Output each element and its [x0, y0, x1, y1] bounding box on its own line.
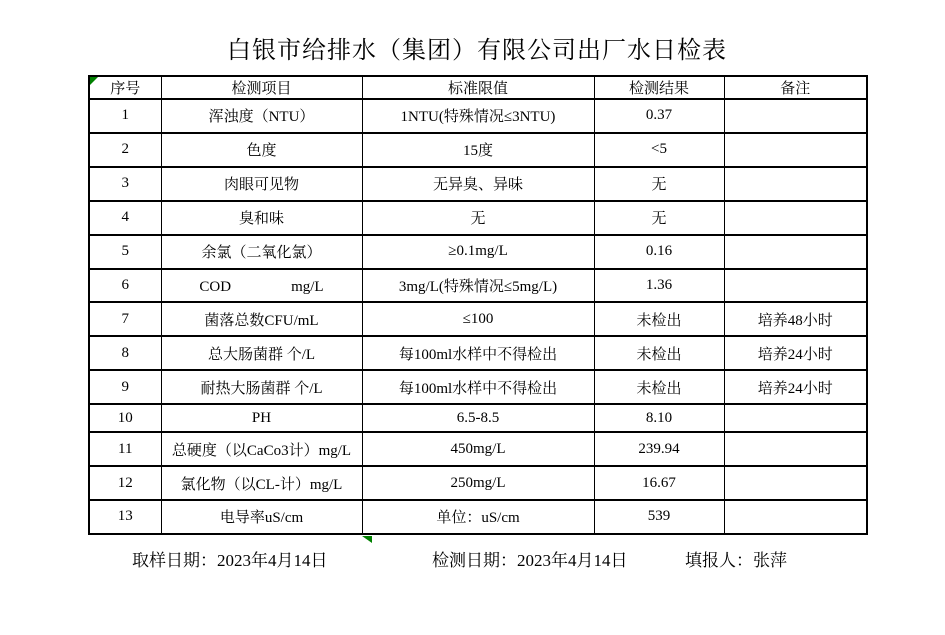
cell-no: 8 [89, 336, 161, 370]
inspection-table-wrap [88, 75, 868, 535]
cell-no: 13 [89, 500, 161, 534]
cell-no: 5 [89, 235, 161, 269]
cell-no: 11 [89, 432, 161, 466]
cell-item: 电导率uS/cm [161, 500, 362, 534]
cell-item: 氯化物（以CL-计）mg/L [161, 466, 362, 500]
cell-item: 总大肠菌群 个/L [161, 336, 362, 370]
cell-result: 239.94 [594, 432, 724, 466]
table-row [89, 302, 867, 336]
cell-result: 8.10 [594, 404, 724, 432]
cell-note [724, 500, 867, 534]
cell-result: 无 [594, 201, 724, 235]
cell-result: 539 [594, 500, 724, 534]
cell-limit: 1NTU(特殊情况≤3NTU) [362, 99, 594, 133]
cell-note [724, 201, 867, 235]
cell-no: 3 [89, 167, 161, 201]
table-row [89, 404, 867, 432]
cell-result: 0.16 [594, 235, 724, 269]
cell-limit: 单位：uS/cm [362, 500, 594, 534]
cell-result: 0.37 [594, 99, 724, 133]
table-row [89, 201, 867, 235]
cell-note [724, 269, 867, 303]
cell-limit: 无异臭、异味 [362, 167, 594, 201]
cell-item: 色度 [161, 133, 362, 167]
cell-result: 无 [594, 167, 724, 201]
cell-note [724, 466, 867, 500]
cell-limit: 15度 [362, 133, 594, 167]
header-cell-note: 备注 [724, 76, 867, 99]
cell-no: 6 [89, 269, 161, 303]
cell-note: 培养24小时 [724, 336, 867, 370]
cell-result: 16.67 [594, 466, 724, 500]
page-title: 白银市给排水（集团）有限公司出厂水日检表 [227, 38, 727, 64]
cell-no: 7 [89, 302, 161, 336]
cell-item: PH [161, 404, 362, 432]
cell-limit: 每100ml水样中不得检出 [362, 336, 594, 370]
cell-item: 浑浊度（NTU） [161, 99, 362, 133]
cell-result: 1.36 [594, 269, 724, 303]
cell-note [724, 404, 867, 432]
cell-note [724, 99, 867, 133]
table-row [89, 133, 867, 167]
cell-limit: ≤100 [362, 302, 594, 336]
cell-item: COD mg/L [161, 269, 362, 303]
header-cell-no: 序号 [89, 76, 161, 99]
cell-note: 培养48小时 [724, 302, 867, 336]
reporter-text: 填报人：张萍 [685, 551, 787, 570]
table-row [89, 167, 867, 201]
cell-item: 肉眼可见物 [161, 167, 362, 201]
cell-note [724, 167, 867, 201]
header-row [89, 76, 867, 99]
cell-limit: 250mg/L [362, 466, 594, 500]
cell-note: 培养24小时 [724, 370, 867, 404]
table-row [89, 432, 867, 466]
cell-limit: 6.5-8.5 [362, 404, 594, 432]
header-cell-item: 检测项目 [161, 76, 362, 99]
table-row [89, 500, 867, 534]
cell-item: 菌落总数CFU/mL [161, 302, 362, 336]
cell-no: 10 [89, 404, 161, 432]
cell-no: 4 [89, 201, 161, 235]
cell-no: 1 [89, 99, 161, 133]
cell-limit: 无 [362, 201, 594, 235]
table-row [89, 235, 867, 269]
cell-limit: 每100ml水样中不得检出 [362, 370, 594, 404]
cell-no: 2 [89, 133, 161, 167]
inspection-table [88, 75, 868, 535]
cell-item: 耐热大肠菌群 个/L [161, 370, 362, 404]
cell-result: 未检出 [594, 336, 724, 370]
cell-item: 总硬度（以CaCo3计）mg/L [161, 432, 362, 466]
cell-note [724, 432, 867, 466]
cell-limit: 3mg/L(特殊情况≤5mg/L) [362, 269, 594, 303]
cell-item: 余氯（二氧化氯） [161, 235, 362, 269]
cell-no: 12 [89, 466, 161, 500]
cell-limit: 450mg/L [362, 432, 594, 466]
table-row [89, 99, 867, 133]
header-cell-result: 检测结果 [594, 76, 724, 99]
cell-limit: ≥0.1mg/L [362, 235, 594, 269]
cell-result: <5 [594, 133, 724, 167]
cell-result: 未检出 [594, 302, 724, 336]
test-date-text: 检测日期：2023年4月14日 [432, 551, 628, 570]
table-row [89, 269, 867, 303]
cell-note [724, 235, 867, 269]
green-corner-triangle-icon [362, 536, 372, 543]
table-row [89, 370, 867, 404]
cell-result: 未检出 [594, 370, 724, 404]
sampling-date-text: 取样日期：2023年4月14日 [132, 551, 328, 570]
table-row [89, 466, 867, 500]
header-cell-limit: 标准限值 [362, 76, 594, 99]
cell-no: 9 [89, 370, 161, 404]
table-row [89, 336, 867, 370]
cell-item: 臭和味 [161, 201, 362, 235]
cell-note [724, 133, 867, 167]
